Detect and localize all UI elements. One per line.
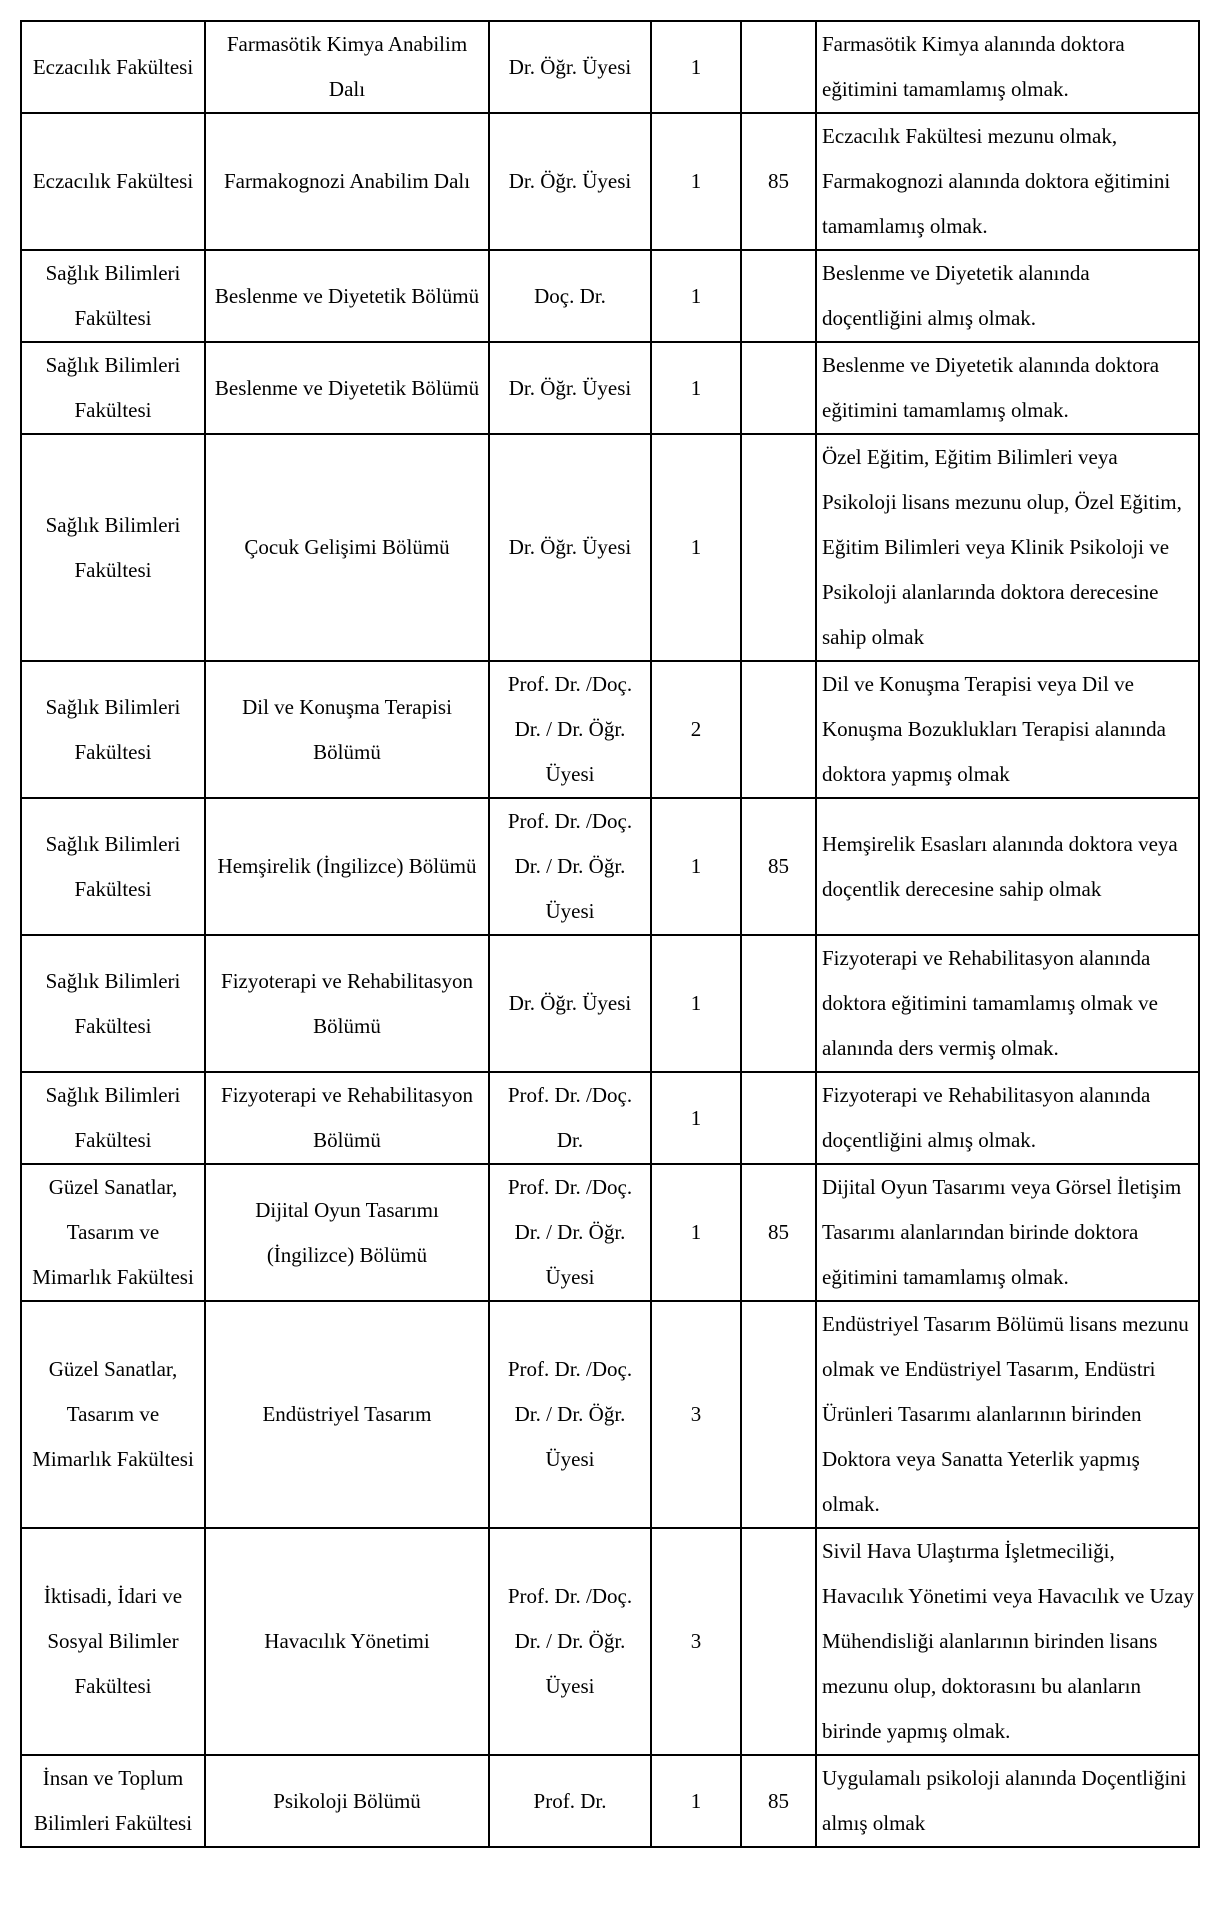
table-row xyxy=(21,1755,1199,1847)
department-cell: Çocuk Gelişimi Bölümü xyxy=(205,434,489,661)
department-cell: Beslenme ve Diyetetik Bölümü xyxy=(205,342,489,434)
department-cell: Hemşirelik (İngilizce) Bölümü xyxy=(205,798,489,935)
requirement-cell: Beslenme ve Diyetetik alanında doktora eğitimini tamamlamış olmak. xyxy=(816,342,1199,434)
count-cell: 1 xyxy=(651,21,741,113)
count-cell: 1 xyxy=(651,1164,741,1301)
faculty-cell: Sağlık Bilimleri Fakültesi xyxy=(21,798,205,935)
requirement-cell: Beslenme ve Diyetetik alanında doçentliğini almış olmak. xyxy=(816,250,1199,342)
title-cell: Dr. Öğr. Üyesi xyxy=(489,113,651,250)
requirement-cell: Dil ve Konuşma Terapisi veya Dil ve Konuşma Bozuklukları Terapisi alanında doktora yapmış olmak xyxy=(816,661,1199,798)
count-cell: 1 xyxy=(651,434,741,661)
faculty-cell: Sağlık Bilimleri Fakültesi xyxy=(21,1072,205,1164)
positions-table-body xyxy=(21,21,1199,1847)
table-row xyxy=(21,661,1199,798)
score-cell: 85 xyxy=(741,1164,816,1301)
score-cell: 85 xyxy=(741,1755,816,1847)
requirement-cell: Dijital Oyun Tasarımı veya Görsel İletişim Tasarımı alanlarından birinde doktora eğitimini tamamlamış olmak. xyxy=(816,1164,1199,1301)
department-cell: Havacılık Yönetimi xyxy=(205,1528,489,1755)
score-cell xyxy=(741,1301,816,1528)
table-row xyxy=(21,798,1199,935)
title-cell: Prof. Dr. xyxy=(489,1755,651,1847)
requirement-cell: Endüstriyel Tasarım Bölümü lisans mezunu olmak ve Endüstriyel Tasarım, Endüstri Ürünleri Tasarımı alanlarının birinden Doktora veya Sanatta Yeterlik yapmış olmak. xyxy=(816,1301,1199,1528)
title-cell: Prof. Dr. /Doç. Dr. / Dr. Öğr. Üyesi xyxy=(489,1301,651,1528)
score-cell: 85 xyxy=(741,113,816,250)
requirement-cell: Hemşirelik Esasları alanında doktora veya doçentlik derecesine sahip olmak xyxy=(816,798,1199,935)
faculty-cell: Sağlık Bilimleri Fakültesi xyxy=(21,935,205,1072)
score-cell xyxy=(741,1072,816,1164)
department-cell: Dil ve Konuşma Terapisi Bölümü xyxy=(205,661,489,798)
department-cell: Fizyoterapi ve Rehabilitasyon Bölümü xyxy=(205,1072,489,1164)
count-cell: 1 xyxy=(651,935,741,1072)
title-cell: Dr. Öğr. Üyesi xyxy=(489,342,651,434)
requirement-cell: Fizyoterapi ve Rehabilitasyon alanında doçentliğini almış olmak. xyxy=(816,1072,1199,1164)
requirement-cell: Sivil Hava Ulaştırma İşletmeciliği, Havacılık Yönetimi veya Havacılık ve Uzay Mühendisliği alanlarının birinden lisans mezunu olup, doktorasını bu alanların birinde yapmış olmak. xyxy=(816,1528,1199,1755)
title-cell: Prof. Dr. /Doç. Dr. / Dr. Öğr. Üyesi xyxy=(489,798,651,935)
table-row xyxy=(21,935,1199,1072)
count-cell: 1 xyxy=(651,1755,741,1847)
table-row xyxy=(21,21,1199,113)
faculty-cell: Sağlık Bilimleri Fakültesi xyxy=(21,661,205,798)
count-cell: 1 xyxy=(651,342,741,434)
requirement-cell: Uygulamalı psikoloji alanında Doçentliğini almış olmak xyxy=(816,1755,1199,1847)
count-cell: 2 xyxy=(651,661,741,798)
table-row xyxy=(21,113,1199,250)
title-cell: Dr. Öğr. Üyesi xyxy=(489,935,651,1072)
requirement-cell: Fizyoterapi ve Rehabilitasyon alanında doktora eğitimini tamamlamış olmak ve alanında ders vermiş olmak. xyxy=(816,935,1199,1072)
title-cell: Dr. Öğr. Üyesi xyxy=(489,434,651,661)
faculty-cell: Güzel Sanatlar, Tasarım ve Mimarlık Fakültesi xyxy=(21,1164,205,1301)
faculty-cell: Sağlık Bilimleri Fakültesi xyxy=(21,342,205,434)
faculty-cell: İnsan ve Toplum Bilimleri Fakültesi xyxy=(21,1755,205,1847)
department-cell: Farmakognozi Anabilim Dalı xyxy=(205,113,489,250)
requirement-cell: Eczacılık Fakültesi mezunu olmak, Farmakognozi alanında doktora eğitimini tamamlamış olmak. xyxy=(816,113,1199,250)
department-cell: Endüstriyel Tasarım xyxy=(205,1301,489,1528)
count-cell: 1 xyxy=(651,1072,741,1164)
score-cell: 85 xyxy=(741,798,816,935)
table-row xyxy=(21,1072,1199,1164)
title-cell: Prof. Dr. /Doç. Dr. / Dr. Öğr. Üyesi xyxy=(489,1164,651,1301)
requirement-cell: Farmasötik Kimya alanında doktora eğitimini tamamlamış olmak. xyxy=(816,21,1199,113)
score-cell xyxy=(741,342,816,434)
score-cell xyxy=(741,21,816,113)
faculty-cell: Eczacılık Fakültesi xyxy=(21,21,205,113)
faculty-cell: Eczacılık Fakültesi xyxy=(21,113,205,250)
faculty-cell: Güzel Sanatlar, Tasarım ve Mimarlık Fakültesi xyxy=(21,1301,205,1528)
positions-table xyxy=(20,20,1200,1848)
title-cell: Prof. Dr. /Doç. Dr. / Dr. Öğr. Üyesi xyxy=(489,661,651,798)
table-row xyxy=(21,1301,1199,1528)
score-cell xyxy=(741,250,816,342)
faculty-cell: Sağlık Bilimleri Fakültesi xyxy=(21,434,205,661)
table-row xyxy=(21,1164,1199,1301)
score-cell xyxy=(741,1528,816,1755)
faculty-cell: Sağlık Bilimleri Fakültesi xyxy=(21,250,205,342)
count-cell: 1 xyxy=(651,798,741,935)
department-cell: Psikoloji Bölümü xyxy=(205,1755,489,1847)
department-cell: Farmasötik Kimya Anabilim Dalı xyxy=(205,21,489,113)
department-cell: Beslenme ve Diyetetik Bölümü xyxy=(205,250,489,342)
count-cell: 3 xyxy=(651,1528,741,1755)
department-cell: Dijital Oyun Tasarımı (İngilizce) Bölümü xyxy=(205,1164,489,1301)
table-row xyxy=(21,1528,1199,1755)
table-row xyxy=(21,434,1199,661)
count-cell: 1 xyxy=(651,113,741,250)
score-cell xyxy=(741,935,816,1072)
table-row xyxy=(21,250,1199,342)
score-cell xyxy=(741,661,816,798)
title-cell: Doç. Dr. xyxy=(489,250,651,342)
requirement-cell: Özel Eğitim, Eğitim Bilimleri veya Psikoloji lisans mezunu olup, Özel Eğitim, Eğitim Bilimleri veya Klinik Psikoloji ve Psikoloji alanlarında doktora derecesine sahip olmak xyxy=(816,434,1199,661)
table-row xyxy=(21,342,1199,434)
title-cell: Prof. Dr. /Doç. Dr. / Dr. Öğr. Üyesi xyxy=(489,1528,651,1755)
title-cell: Prof. Dr. /Doç. Dr. xyxy=(489,1072,651,1164)
faculty-cell: İktisadi, İdari ve Sosyal Bilimler Fakültesi xyxy=(21,1528,205,1755)
count-cell: 3 xyxy=(651,1301,741,1528)
score-cell xyxy=(741,434,816,661)
title-cell: Dr. Öğr. Üyesi xyxy=(489,21,651,113)
count-cell: 1 xyxy=(651,250,741,342)
department-cell: Fizyoterapi ve Rehabilitasyon Bölümü xyxy=(205,935,489,1072)
